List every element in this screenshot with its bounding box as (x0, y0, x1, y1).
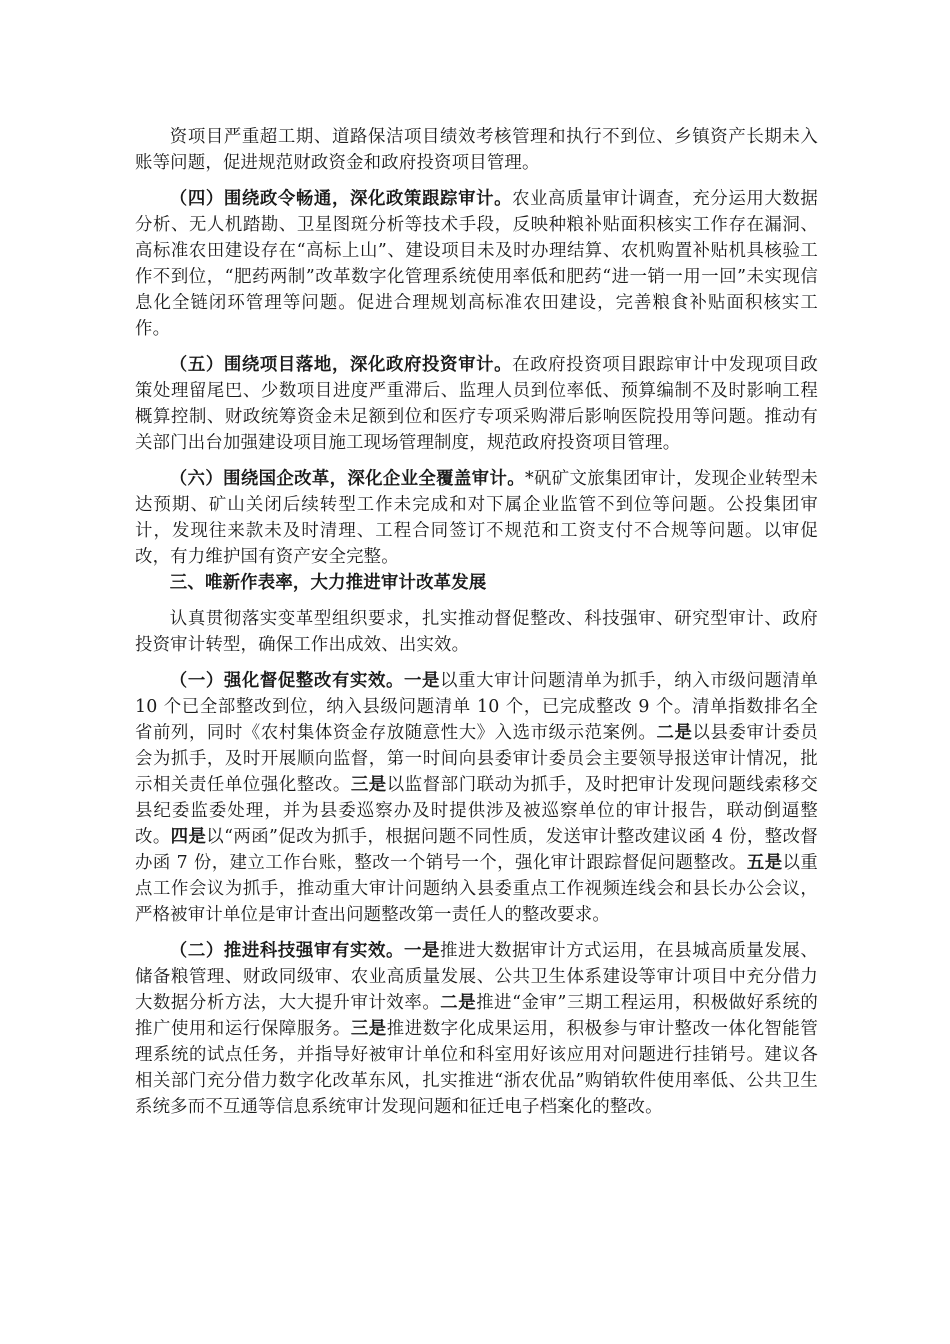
section-lead: （二）推进科技强审有实效。 (169, 941, 405, 961)
section-heading: 三、唯新作表率，大力推进审计改革发展 (169, 573, 487, 593)
section-lead: （六）围绕国企改革，深化企业全覆盖审计。 (169, 469, 525, 489)
paragraph-intro: 认真贯彻落实变革型组织要求，扎实推动督促整改、科技强审、研究型审计、政府投资审计转型，确保工作出成效、出实效。 (135, 609, 818, 655)
paragraph-investment-audit: （五）围绕项目落地，深化政府投资审计。在政府投资项目跟踪审计中发现项目政策处理留尾巴、少数项目进度严重滞后、监理人员到位率低、预算编制不及时影响工程概算控制、财政统筹资金未足额到位和医疗专项采购滞后影响医院投用等问题。推动有关部门出台加强建设项目施工现场管理制度，规范政府投资项目管理。 (135, 355, 818, 453)
section-lead: （一）强化督促整改有实效。 (169, 671, 405, 691)
paragraph-rectification: （一）强化督促整改有实效。一是以重大审计问题清单为抓手，纳入市级问题清单 10 个已全部整改到位，纳入县级问题清单 10 个，已完成整改 9 个。清单指数排名全省前列，同时《农村集体资金存放随意性大》入选市级示范案例。二是以县委审计委员会为抓手，及时开展顺向监督，第一时间向县委审计委员会主要领导报送审计情况，批示相关责任单位强化整改。三是以监督部门联动为抓手，及时把审计发现问题线索移交县纪委监委处理，并为县委巡察办及时提供涉及被巡察单位的审计报告，联动倒逼整改。四是以“两函”促改为抓手，根据问题不同性质，发送审计整改建议函 4 份，整改督办函 7 份，建立工作台账，整改一个销号一个，强化审计跟踪督促问题整改。五是以重点工作会议为抓手，推动重大审计问题纳入县委重点工作视频连线会和县长办公会议，严格被审计单位是审计查出问题整改第一责任人的整改要求。 (135, 671, 819, 925)
paragraph-policy-audit: （四）围绕政令畅通，深化政策跟踪审计。农业高质量审计调查，充分运用大数据分析、无人机踏勘、卫星图斑分析等技术手段，反映种粮补贴面积核实工作存在漏洞、高标准农田建设存在“高标上山”、建设项目未及时办理结算、农机购置补贴机具核验工作不到位，“肥药两制”改革数字化管理系统使用率低和肥药“进一销一用一回”未实现信息化全链闭环管理等问题。促进合理规划高标准农田建设，完善粮食补贴面积核实工作。 (135, 189, 818, 339)
paragraph-soe-audit: （六）围绕国企改革，深化企业全覆盖审计。*矾矿文旅集团审计，发现企业转型未达预期、矿山关闭后续转型工作未完成和对下属企业监管不到位等问题。公投集团审计，发现往来款未及时清理、工程合同签订不规范和工资支付不合规等问题。以审促改，有力维护国有资产安全完整。 (135, 469, 818, 567)
paragraph-continuation: 资项目严重超工期、道路保洁项目绩效考核管理和执行不到位、乡镇资产长期未入账等问题，促进规范财政资金和政府投资项目管理。 (135, 127, 818, 173)
section-lead: （五）围绕项目落地，深化政府投资审计。 (169, 355, 513, 375)
section-lead: （四）围绕政令畅通，深化政策跟踪审计。 (169, 189, 513, 209)
body-text (135, 124, 818, 1120)
paragraph-tech-audit: （二）推进科技强审有实效。一是推进大数据审计方式运用，在县城高质量发展、储备粮管理、财政同级审、农业高质量发展、公共卫生体系建设等审计项目中充分借力大数据分析方法，大大提升审计效率。二是推进“金审”三期工程运用，积极做好系统的推广使用和运行保障服务。三是推进数字化成果运用，积极参与审计整改一体化智能管理系统的试点任务，并指导好被审计单位和科室用好该应用对问题进行挂销号。建议各相关部门充分借力数字化改革东风，扎实推进“浙农优品”购销软件使用率低、公共卫生系统多而不互通等信息系统审计发现问题和征迁电子档案化的整改。 (135, 941, 819, 1117)
